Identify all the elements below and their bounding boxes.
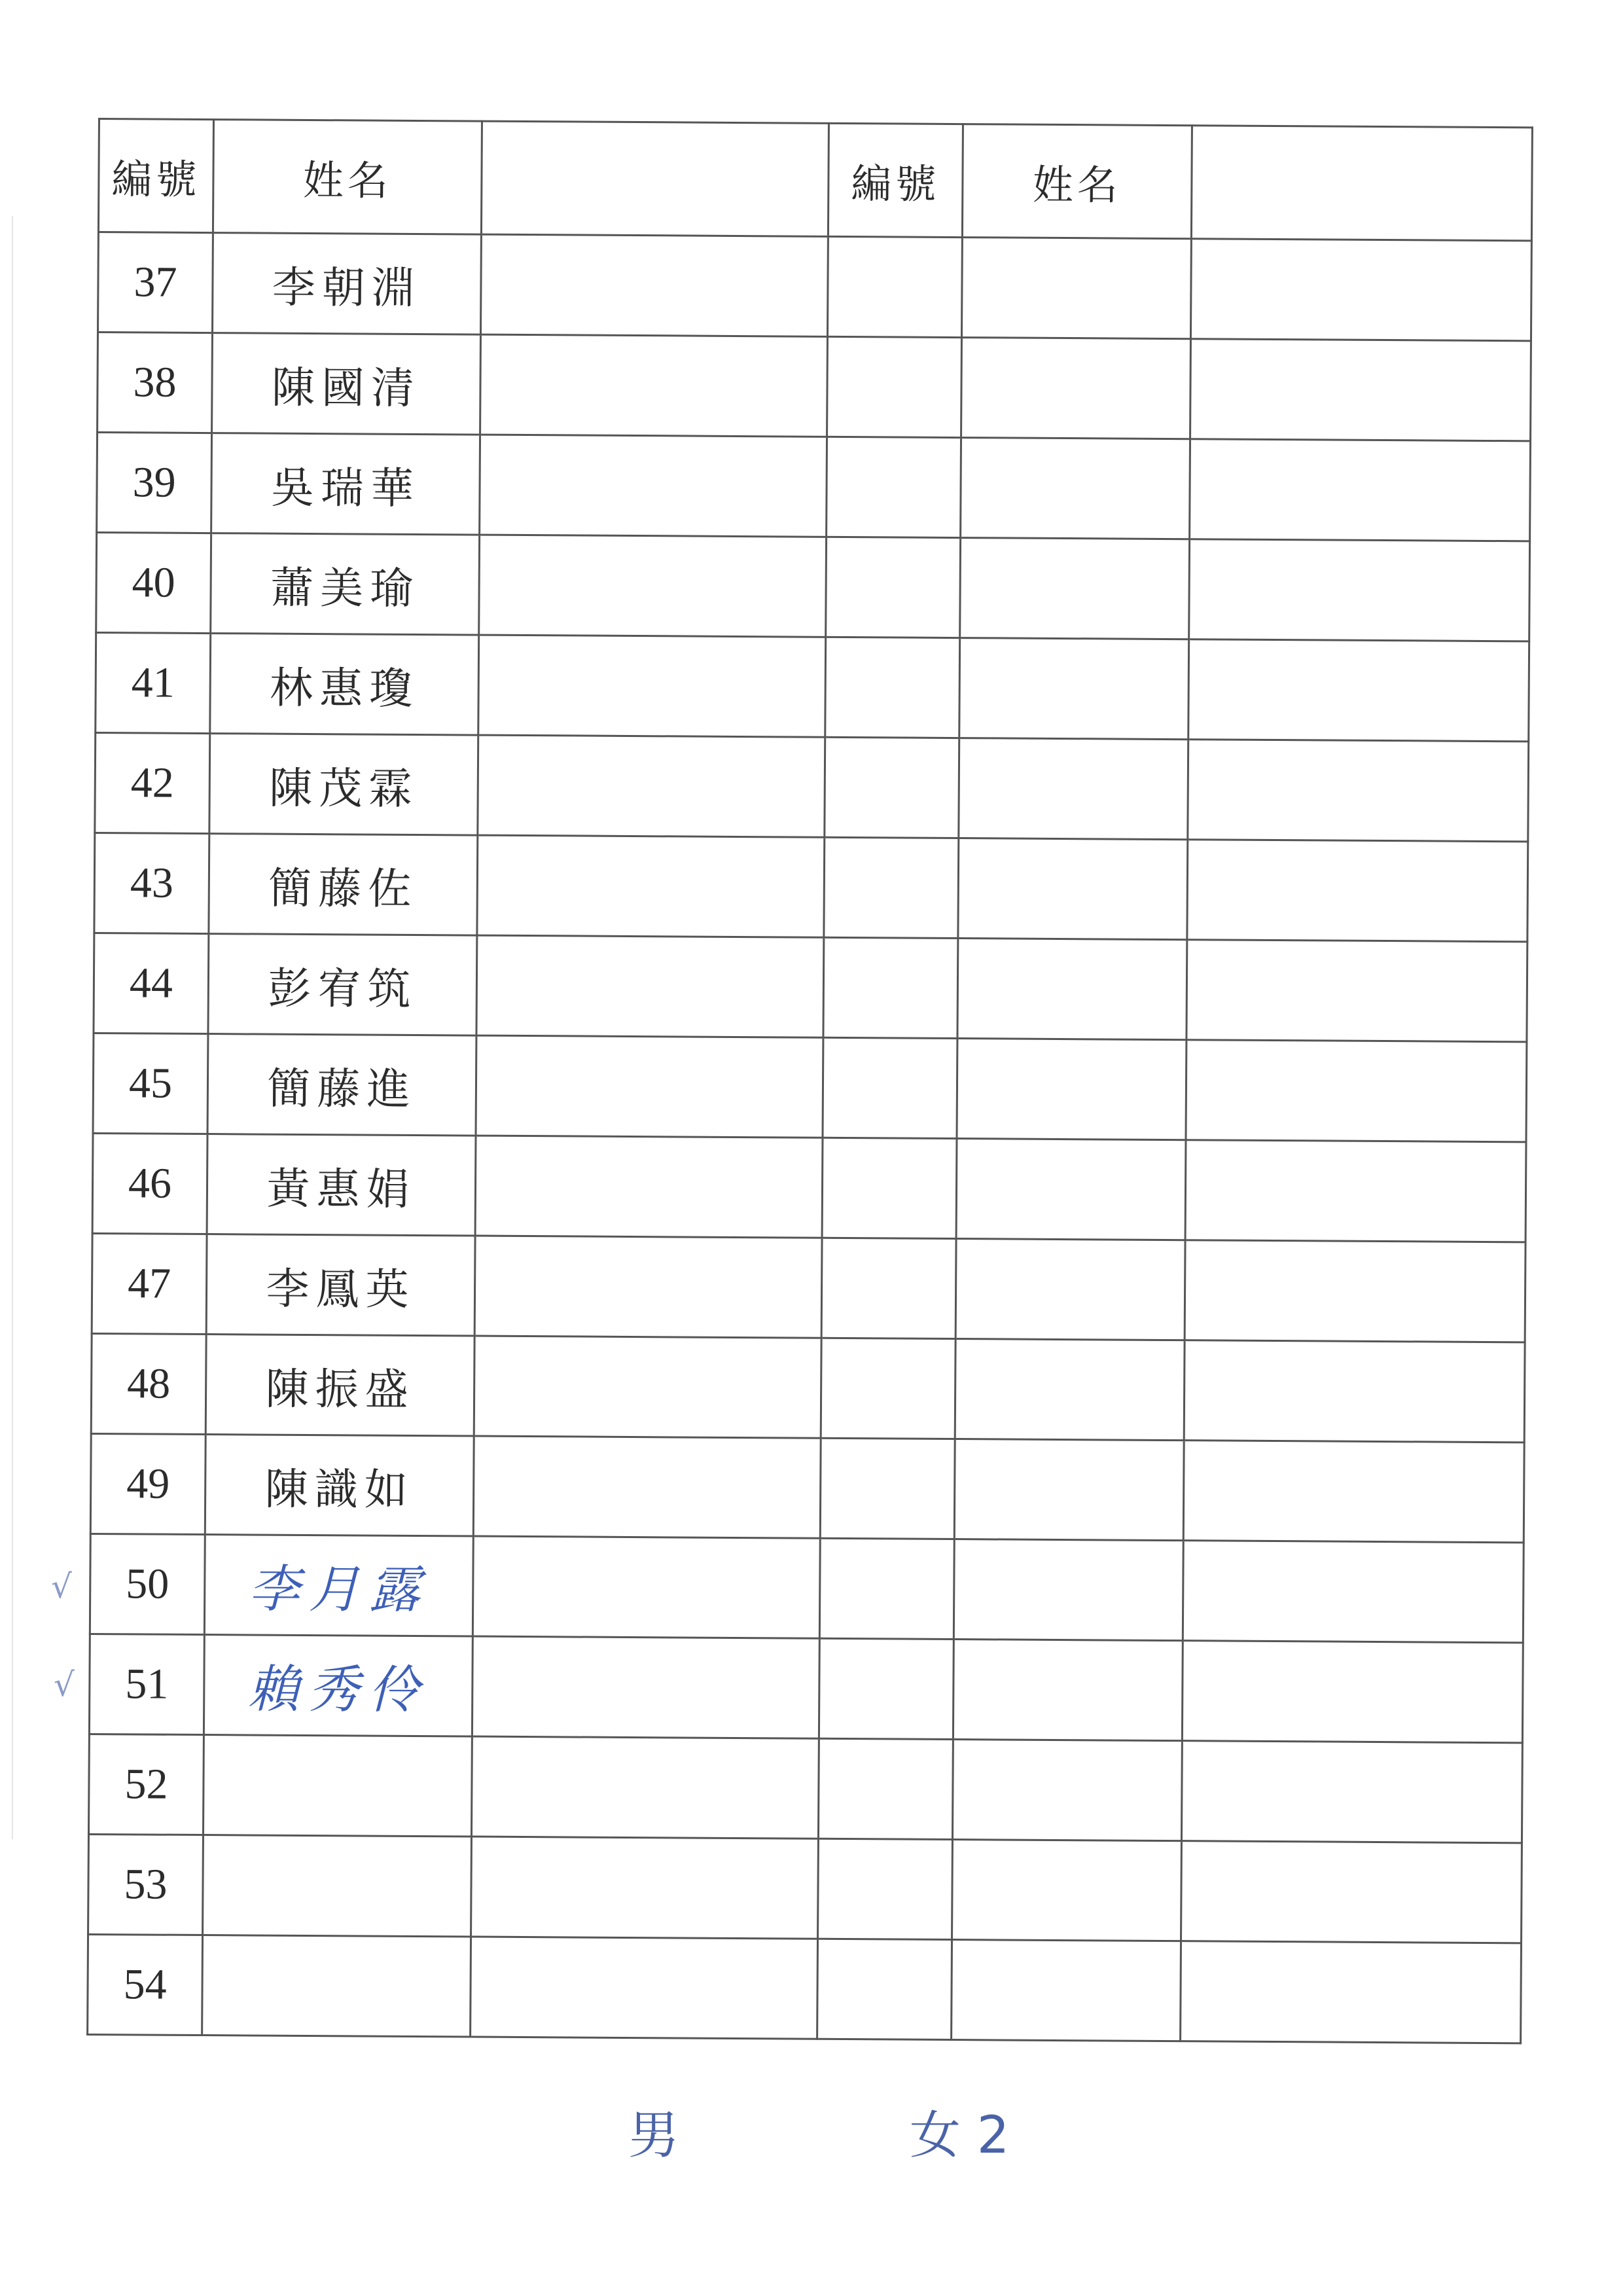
scan-edge (12, 216, 13, 1839)
row-number: 48 (91, 1333, 206, 1434)
row-number: 47 (92, 1233, 207, 1334)
row-name: 陳識如 (205, 1435, 474, 1537)
empty-cell (480, 435, 827, 537)
empty-cell (1183, 1541, 1524, 1643)
empty-cell (471, 1837, 819, 1939)
header-name-right: 姓名 (962, 124, 1192, 239)
empty-cell (955, 1339, 1185, 1441)
row-number: 50 (90, 1534, 205, 1634)
row-name (203, 1735, 472, 1837)
empty-cell (1186, 1040, 1527, 1142)
row-name: 陳振盛 (205, 1335, 474, 1437)
empty-cell (817, 1939, 952, 2039)
empty-cell (825, 637, 960, 738)
empty-cell (1181, 1841, 1522, 1943)
empty-cell (1190, 339, 1531, 441)
table-row (90, 1433, 1524, 1542)
row-name (202, 1935, 471, 2037)
empty-cell (818, 1738, 953, 1839)
row-name: 李鳳英 (206, 1234, 475, 1336)
table-row (96, 532, 1530, 641)
empty-cell (471, 1937, 818, 2039)
row-name (203, 1835, 472, 1937)
row-number: 38 (98, 332, 213, 433)
table-row (94, 933, 1527, 1041)
row-name: 彭宥筑 (208, 934, 477, 1036)
empty-cell (1184, 1340, 1525, 1443)
empty-cell (1186, 940, 1527, 1042)
footer-female-mark: 女 2 (910, 2106, 1010, 2165)
empty-cell (473, 1436, 821, 1538)
empty-cell (821, 1338, 955, 1439)
empty-cell (821, 1238, 956, 1338)
empty-cell (477, 835, 825, 937)
row-name: 陳國清 (212, 333, 481, 435)
row-number: 43 (94, 833, 209, 933)
empty-cell (952, 1840, 1182, 1941)
header-row (98, 119, 1532, 241)
empty-cell (1181, 1941, 1522, 2043)
row-number: 53 (88, 1834, 204, 1935)
empty-cell (954, 1439, 1184, 1541)
empty-cell (954, 1539, 1183, 1641)
table-row (91, 1333, 1525, 1442)
empty-cell (1185, 1140, 1526, 1242)
table-row (93, 1033, 1527, 1141)
empty-cell (478, 735, 825, 837)
header-name-left: 姓名 (213, 120, 482, 235)
empty-cell (474, 1336, 821, 1438)
empty-cell (820, 1438, 955, 1539)
empty-cell (819, 1638, 954, 1739)
table-row (89, 1634, 1523, 1742)
empty-cell (818, 1839, 953, 1939)
check-mark-51: √ (54, 1666, 75, 1704)
empty-cell (953, 1640, 1183, 1741)
footer-male-mark: 男 (628, 2106, 680, 2165)
empty-cell (480, 334, 828, 437)
empty-cell (956, 1139, 1186, 1240)
header-number-right: 編號 (828, 123, 963, 237)
row-number: 45 (93, 1033, 208, 1134)
empty-cell (825, 737, 959, 838)
empty-cell (957, 1039, 1186, 1140)
row-number: 54 (88, 1934, 203, 2035)
row-name-handwritten: 李月露 (204, 1535, 473, 1637)
table-row (94, 833, 1528, 941)
empty-cell (1188, 740, 1529, 842)
table-row (88, 1934, 1522, 2043)
row-name: 簡藤佐 (209, 834, 478, 936)
empty-cell (827, 437, 961, 537)
row-number: 46 (92, 1133, 207, 1234)
empty-cell (476, 935, 824, 1037)
header-number-left: 編號 (98, 119, 213, 233)
row-name: 陳茂霖 (209, 734, 478, 836)
empty-cell (1185, 1240, 1525, 1342)
row-number: 39 (97, 433, 212, 533)
empty-cell (475, 1136, 823, 1238)
empty-cell (1190, 439, 1531, 541)
empty-cell (1189, 539, 1530, 641)
row-number: 49 (90, 1433, 205, 1534)
empty-cell (827, 236, 962, 337)
table-row (92, 1133, 1526, 1242)
row-name: 簡藤進 (207, 1034, 476, 1136)
empty-cell (1182, 1641, 1523, 1743)
empty-cell (478, 635, 826, 737)
empty-cell (960, 538, 1190, 639)
table-row (97, 433, 1531, 541)
check-mark-50: √ (51, 1568, 72, 1605)
empty-cell (823, 937, 958, 1038)
row-number: 51 (89, 1634, 204, 1734)
empty-cell (474, 1236, 822, 1338)
empty-cell (952, 1740, 1182, 1841)
empty-cell (958, 838, 1188, 940)
empty-cell (479, 535, 827, 637)
row-name: 吳瑞華 (211, 433, 480, 535)
empty-cell (1187, 840, 1528, 942)
empty-cell (1190, 239, 1531, 341)
row-name-handwritten: 賴秀伶 (204, 1635, 473, 1737)
table-row (98, 232, 1531, 341)
row-name: 李朝淵 (212, 233, 481, 335)
empty-cell (827, 336, 962, 437)
empty-cell (480, 234, 828, 336)
row-name: 蕭美瑜 (211, 533, 480, 636)
table-row (92, 1233, 1525, 1342)
empty-cell (955, 1239, 1185, 1340)
empty-cell (959, 638, 1189, 740)
empty-cell (819, 1538, 954, 1639)
empty-cell (471, 1736, 819, 1839)
empty-cell (476, 1035, 823, 1138)
table-row (88, 1834, 1522, 1943)
row-name: 黃惠娟 (207, 1134, 476, 1236)
empty-cell (959, 738, 1188, 840)
empty-cell (472, 1636, 819, 1738)
empty-cell (1188, 639, 1529, 742)
empty-cell (957, 939, 1187, 1040)
empty-cell (952, 1940, 1181, 2041)
header-blank-right (1191, 126, 1532, 241)
table-row (90, 1534, 1524, 1642)
empty-cell (961, 338, 1191, 439)
table-row (88, 1734, 1522, 1842)
empty-cell (961, 238, 1191, 339)
empty-cell (1183, 1441, 1524, 1543)
empty-cell (473, 1536, 820, 1638)
empty-cell (961, 438, 1190, 539)
row-number: 37 (98, 232, 213, 333)
header-blank-left (481, 121, 829, 236)
roster-table (86, 118, 1533, 2044)
row-number: 52 (88, 1734, 204, 1835)
table-row (95, 732, 1529, 841)
table-row (96, 632, 1529, 741)
row-name: 林惠瓊 (210, 634, 479, 736)
empty-cell (822, 1138, 957, 1238)
row-number: 42 (95, 732, 210, 833)
empty-cell (824, 837, 959, 938)
row-number: 44 (94, 933, 209, 1033)
empty-cell (1181, 1741, 1522, 1843)
empty-cell (826, 537, 961, 637)
row-number: 41 (96, 632, 211, 733)
row-number: 40 (96, 532, 211, 633)
table-row (98, 332, 1531, 441)
empty-cell (823, 1037, 957, 1138)
